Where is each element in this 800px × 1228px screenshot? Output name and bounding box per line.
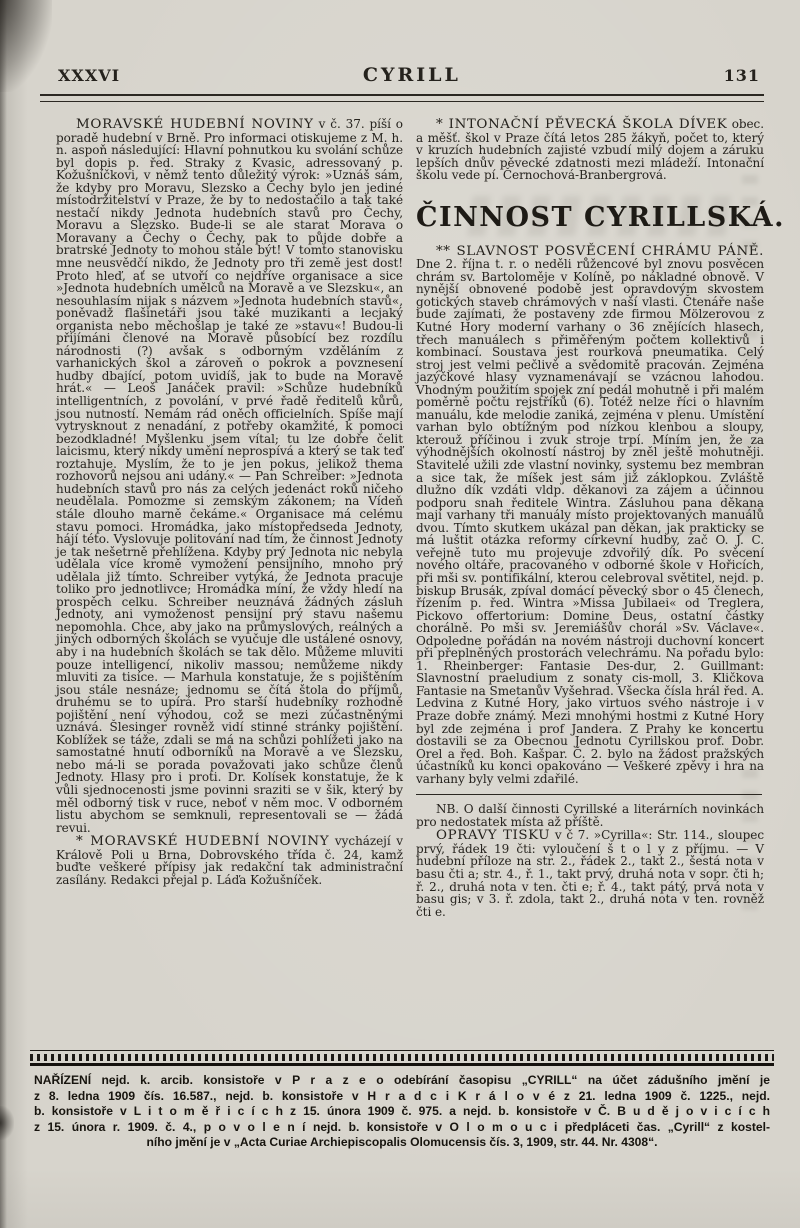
left-column (56, 118, 403, 918)
right-column (416, 117, 786, 919)
article-text: obec. a měšť. škol v Praze čítá letos 285 žákyň, počet to, který v kruzích hudebních zajisté vzbudí milý dojem a záruku lepších dnův pěvecké zdatnosti mezi mládeží. Intonační školu vede pí. Černochová-Branbergrová. (416, 117, 764, 183)
note-nb (416, 803, 764, 828)
article-slavnost-posveceni-chramu (416, 245, 764, 786)
footer-line-3: b. konsistoře v L i t o m ě ř i c í c h z 15. února 1909 č. 975. a nejd. b. konsistoře v Č. B u d ě j o v i c í c h (34, 1104, 770, 1119)
footer-thick-rule (30, 1063, 774, 1066)
section-heading-cinnost-cyrillska: ČINNOST CYRILLSKÁ. (416, 201, 786, 233)
footer-line-4: z 15. února r. 1909. č. 4., p o v o l e n í nejd. b. konsistoře v O l o m o u c i předpláceti čas. „Cyrill“ z kostel- (34, 1119, 770, 1134)
article-intonacni-pevecka-skola (416, 118, 764, 182)
journal-title: CYRILL (362, 64, 461, 86)
article-moravske-hudebni-noviny-porada (56, 118, 403, 834)
column-separator-rule (416, 794, 762, 795)
page-number: 131 (723, 66, 760, 85)
footer-line-5: ního jmění je v „Acta Curiae Archiepiscopalis Olomucensis čís. 3, 1909, str. 44. Nr. 4308“. (146, 1135, 658, 1150)
footer-dashed-border (30, 1054, 774, 1061)
text-columns (0, 102, 800, 918)
footer-thin-rule (30, 1050, 774, 1051)
note-text: v č 7. »Cyrilla«: Str. 114., sloupec prvý, řádek 19 čti: vyloučení š t o l y z příjmu. — V hudební příloze na str. 2., řádek 2., takt 2., šestá nota v basu čti a; str. 4., ř. 1., takt prvý, druhá nota v sopr. čti h; ř. 2., druhá nota v ten. čti e; ř. 4., takt pátý, prvá nota v basu gis; v 3. ř. zdola, takt 2., druhá nota v ten. rovněž čti e. (416, 828, 765, 919)
article-lead: ** SLAVNOST POSVĚCENÍ CHRÁMU PÁNĚ. (436, 243, 764, 259)
article-moravske-hudebni-noviny-redakce (56, 835, 403, 886)
page-header (0, 0, 800, 86)
header-rule (40, 94, 764, 102)
footer-notice-text (30, 1073, 774, 1151)
volume-number: XXXVI (58, 66, 121, 85)
scan-artifact-spot (0, 1106, 14, 1140)
article-lead: * MORAVSKÉ HUDEBNÍ NOVINY (76, 834, 330, 850)
article-text: Dne 2. října t. r. o neděli růžencové byl znovu posvěcen chrám sv. Bartoloměje v Kolíně, po nákladné obnově. V nynější obnovené podobě jest opravdovým skvostem gotických staveb chrámových v naší vlasti. Čtenáře naše bude zajímati, že postaveny zde firmou Mölzerovou z Kutné Hory moderní varhany o 36 znějících hlasech, třech manuálech s přiměřeným počtem kollektivů i kombinací. Soustava jest rourková pneumatika. Celý stroj jest velmi pečlivě a svědomitě pracován. Zejména jazýčkové hlasy vyznamenávají se vzácnou lahodou. Vhodným použitím spojek zní pedál mohutně i při malém poměrně počtu rejstříků (6). Totéž nelze říci o hlavním manuálu, kde melodie zaniká, zejména v plenu. Umístění varhan bylo obtížným pod nízkou klenbou a sloupy, kterouž příčinou i zvuk stroje trpí. Míním jen, že za výhodnějších okolností nástroj by zněl ještě mohutněji. Stavitelé užili zde vlastní novinky, systemu bez membran a sice tak, že míšek jest sám již záklopkou. Zvláště dlužno dík vzdáti vldp. děkanovi za zájem a účinnou podporu snah ředitele Wintra. Zásluhou pana děkana mají varhany tři manuály místo projektovaných manuálů dvou. Tímto skutkem ukázal pan děkan, jak prakticky se má luštit otázka reformy církevní hudby, zač O. J. C. veřejně tuto mu projevuje zdvořilý dík. Po svěcení nového oltáře, pracovaného v odborné škole v Hořicích, při mši sv. pontifikální, kterou celebroval světitel, nejd. p. biskup Brusák, zpíval domácí pěvecký sbor o 45 členech, řízením p. řed. Wintra »Missa Jubilaei« od Treglera, Pickovo offertorium: Domine Deus, ostatní částky chorálně. Po mši sv. Jeremiášův chorál »Sv. Václave«. Odpoledne pořádán na novém nástroji duchovní koncert při přeplněných prostorách velechrámu. Na pořadu bylo: 1. Rheinberger: Fantasie Des-dur, 2. Guillmant: Slavnostní praeludium z sonaty cis-moll, 3. Kličkova Fantasie na Smetanův Vyšehrad. Všecka čísla hrál řed. A. Ledvina z Kutné Hory, jako virtuos svého nástroje i v Praze dobře známý. Mezi mnohými hostmi z Kutné Hory byl zde zejména i prof Jandera. Z Prahy ke koncertu dostavili se za Obecnou Jednotu Cyrillskou prof. Dobr. Orel a řed. Boh. Kašpar. Č. 2. bylo na žádost pražských účastníků ku konci opakováno — Veškeré zpěvy i hra na varhany byly velmi zdařilé. (416, 257, 764, 786)
note-lead: OPRAVY TISKU (436, 828, 551, 844)
article-text: vycházejí v Králově Poli u Brna, Dobrovského třída č. 24, kamž buďte veškeré přípisy jak redakční tak administrační zasílány. Redakci přejal p. Láďa Kožušníček. (56, 834, 403, 887)
note-text: O další činnosti Cyrillské a literárních novinkách pro nedostatek místa až příště. (416, 802, 764, 829)
footer-line-2: z 8. ledna 1909 čís. 16.587., nejd. b. konsistoře v H r a d c i K r á l o v é z 21. ledna 1909 č. 1225., nejd. (34, 1088, 770, 1103)
footer-notice (30, 1050, 774, 1151)
article-lead: * INTONAČNÍ PĚVECKÁ ŠKOLA DÍVEK (436, 117, 728, 132)
article-lead: MORAVSKÉ HUDEBNÍ NOVINY (76, 117, 314, 132)
note-opravy-tisku (416, 829, 764, 918)
article-text: v č. 37. píší o poradě hudební v Brně. Pro informaci otiskujeme z M. h. n. aspoň následující: Hlavní pohnutkou ku svolání schůze byl dopis p. řed. Straky z Kvasic, adressovaný p. Kožušníčkovi, v němž tento důležitý výrok: »Uznáš sám, že kdyby pro Moravu, Slezsko a Čechy bylo jen jediné místodržitelství v Praze, že by to nedostačilo a tak také nestačí nikdy Jednota hudebních stavů pro Čechy, Moravu a Slezsko. Bude-li se ale starat Morava o Moravany a Čechy o Čechy, pak to půjde dobře a bratrské Jednoty to mohou stále být! V tomto stanovisku mne neusvědčí nikdo, že Jednoty pro tři země jest dost! Proto hleď, ať se utvoří co nejdříve organisace a sice »Jednota hudebních umělců na Moravě a ve Slezsku«, an nesouhlasím nijak s názvem »Jednota hudebních stavů«, poněvadž flašinetáři jsou také muzikanti a lecjaký organista nebo měchošlap je také ze »stavu«! Budou-li přijímáni členové na Moravě působící bez rozdílu národnosti (?) avšak s odborným vzděláním z varhanických škol a zároveň o pokrok a povznesení hudby dbající, potom uvidíš, jak to bude na Moravě hrát.« — Leoš Janáček pravil: »Schůze hudebníků intelligentních, z povolání, v prvé řadě ředitelů kůrů, jsou nutností. Nemám rád oněch officielních. Spíše mají vytrysknout z nenadání, z potřeby okamžité, k pomoci bezodkladné! Myšlenku jsem vítal; tu lze dobře čelit laicismu, který nikdy umění neprospívá a který se tak teď roztahuje. Myslím, že to je jen pokus, jelikož thema rozhovorů nejsou ani udány.« — Pan Schreiber: »Jednota hudebních stavů pro nás za celých jedenáct roků ničeho neudělala. Pomozme si zemským zákonem; na Vídeň stále dlouho marně čekáme.« Organisace má celému stavu pomoci. Hromádka, jako místopředseda Jednoty, hájí této. Vyslovuje politování nad tím, že činnost Jednoty je tak nešetrně přehlížena. Kdyby prý Jednota nic nebyla udělala více kromě vymožení pensijního, mnoho prý udělala již tímto. Schreiber vytýká, že Jednota pracuje toliko pro jednotlivce; Hromádka míní, že vždy hledí na prospěch celku. Schreiber neuznává žádných zásluh Jednoty, ani vymoženost pensijní prý stavu našemu nepomohla. Chce, aby jako na průmyslových, reálných a jiných odborných školách se vyučuje dle ustálené osnovy, aby i na hudebních školách se tak dělo. Můžeme mluviti pouze intelligencí, nikoliv massou; nemůžeme nikdy mluviti za tisíce. — Marhula konstatuje, že s pojištěním jsou stále nesnáze; jednomu se čítá štola do příjmů, druhému se to upírá. Pro starší hudebníky rozhodně pojištění není výhodou, což se mezi zúčastněnými uznává. Šlesinger rovněž vidí stinné stránky pojištění. Koblížek se táže, zdali se má na schůzi pohlížeti jako na samostatné hnutí odborníků na Moravě a ve Slezsku, nebo má-li se porada považovati jako schůze členů Jednoty. Hlasy pro i proti. Dr. Kolísek konstatuje, že k vůli sjednocenosti jsme povinni sraziti se v šik, který by měl odborný tisk v ruce, neboť v něm moc. V odborném listu abychom se semknuli, representovali se — žádá revui. (56, 117, 403, 835)
note-lead: NB. (436, 802, 459, 817)
footer-line-1: NAŘÍZENÍ nejd. k. arcib. konsistoře v P r a z e o odebírání časopisu „CYRILL“ na účet zádušního jmění je (34, 1073, 770, 1087)
